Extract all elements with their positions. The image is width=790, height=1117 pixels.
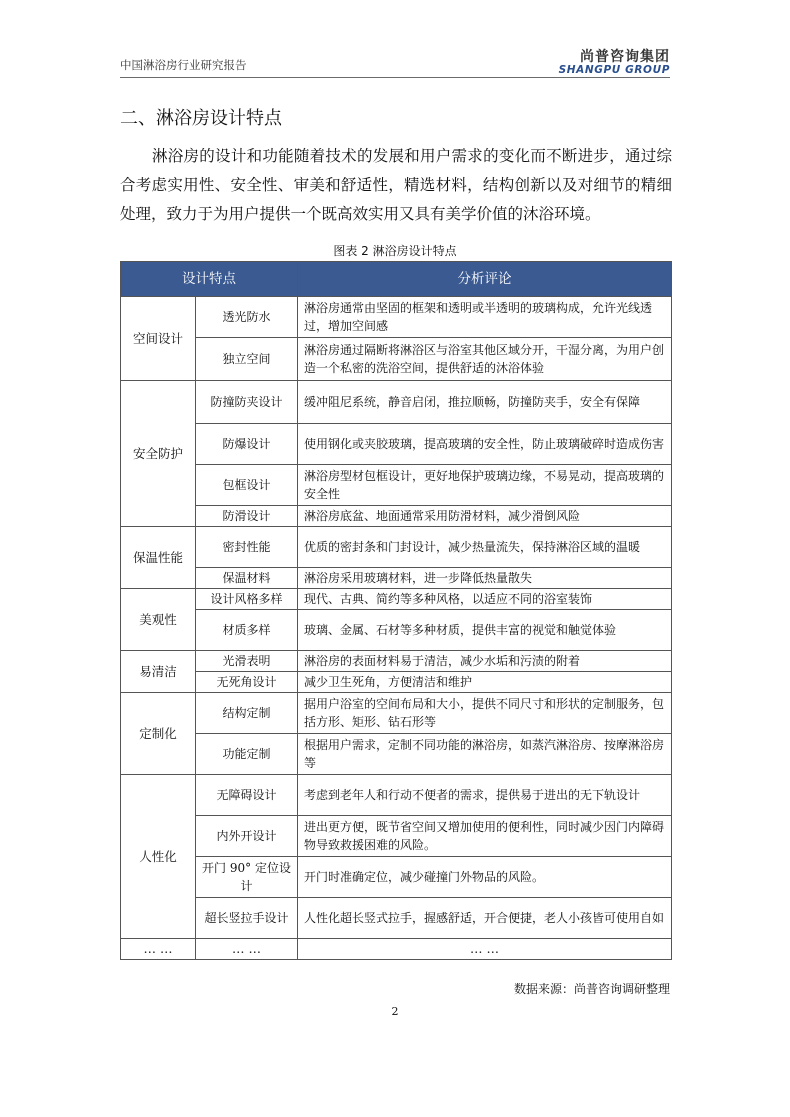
- header-analysis-comment: 分析评论: [298, 262, 672, 297]
- ellipsis-cell: … …: [121, 939, 196, 960]
- comment-cell: 开门时准确定位，减少碰撞门外物品的风险。: [298, 857, 672, 898]
- feature-cell: 无死角设计: [196, 672, 298, 693]
- feature-cell: 开门 90° 定位设计: [196, 857, 298, 898]
- comment-cell: 淋浴房底盆、地面通常采用防滑材料，减少滑倒风险: [298, 506, 672, 527]
- page-number: 2: [391, 1005, 399, 1018]
- table-row: [121, 424, 672, 465]
- table-row: [121, 734, 672, 775]
- report-title: 中国淋浴房行业研究报告: [120, 58, 247, 72]
- body-paragraph: 淋浴房的设计和功能随着技术的发展和用户需求的变化而不断进步，通过综合考虑实用性、安全性、审美和舒适性，精选材料，结构创新以及对细节的精细处理，致力于为用户提供一个既高效实用又具有美学价值的沐浴环境。: [120, 147, 672, 223]
- category-cell: 美观性: [121, 589, 196, 651]
- comment-cell: 现代、古典、简约等多种风格，以适应不同的浴室装饰: [298, 589, 672, 610]
- feature-cell: 无障碍设计: [196, 775, 298, 816]
- table-row: [121, 651, 672, 672]
- category-cell: 易清洁: [121, 651, 196, 693]
- comment-cell: 玻璃、金属、石材等多种材质，提供丰富的视觉和触觉体验: [298, 610, 672, 651]
- table-caption: 图表 2 淋浴房设计特点: [333, 244, 457, 258]
- table-row: [121, 568, 672, 589]
- ellipsis-cell: … …: [298, 939, 672, 960]
- comment-cell: 据用户浴室的空间布局和大小，提供不同尺寸和形状的定制服务，包括方形、矩形、钻石形等: [298, 693, 672, 734]
- table-header-row: [121, 262, 672, 297]
- data-source: 数据来源：尚普咨询调研整理: [513, 982, 670, 996]
- table-row: [121, 775, 672, 816]
- table-row: [121, 589, 672, 610]
- feature-cell: 防撞防夹设计: [196, 381, 298, 424]
- feature-cell: 密封性能: [196, 527, 298, 568]
- feature-cell: 功能定制: [196, 734, 298, 775]
- category-cell: 空间设计: [121, 297, 196, 381]
- company-logo: [559, 50, 670, 76]
- category-cell: 保温性能: [121, 527, 196, 589]
- table-row: [121, 338, 672, 381]
- comment-cell: 优质的密封条和门封设计，减少热量流失，保持淋浴区域的温暖: [298, 527, 672, 568]
- header-design-feature: 设计特点: [121, 262, 298, 297]
- table-row: [121, 898, 672, 939]
- feature-cell: 内外开设计: [196, 816, 298, 857]
- comment-cell: 缓冲阻尼系统，静音启闭，推拉顺畅，防撞防夹手，安全有保障: [298, 381, 672, 424]
- table-row: [121, 610, 672, 651]
- section-title: 二、淋浴房设计特点: [120, 108, 282, 129]
- feature-cell: 保温材料: [196, 568, 298, 589]
- design-features-table: [120, 261, 672, 960]
- table-row: [121, 506, 672, 527]
- table-row: [121, 527, 672, 568]
- comment-cell: 考虑到老年人和行动不便者的需求，提供易于进出的无下轨设计: [298, 775, 672, 816]
- comment-cell: 使用钢化或夹胶玻璃，提高玻璃的安全性，防止玻璃破碎时造成伤害: [298, 424, 672, 465]
- comment-cell: 淋浴房通常由坚固的框架和透明或半透明的玻璃构成，允许光线透过，增加空间感: [298, 297, 672, 338]
- logo-chinese-text: 尚普咨询集团: [580, 49, 670, 65]
- category-cell: 安全防护: [121, 381, 196, 527]
- category-cell: 定制化: [121, 693, 196, 775]
- feature-cell: 独立空间: [196, 338, 298, 381]
- feature-cell: 包框设计: [196, 465, 298, 506]
- table-body: [121, 297, 672, 960]
- table-row: [121, 693, 672, 734]
- comment-cell: 淋浴房采用玻璃材料，进一步降低热量散失: [298, 568, 672, 589]
- table-row: [121, 465, 672, 506]
- comment-cell: 淋浴房的表面材料易于清洁，减少水垢和污渍的附着: [298, 651, 672, 672]
- feature-cell: 结构定制: [196, 693, 298, 734]
- logo-english-text: SHANGPU GROUP: [558, 64, 670, 76]
- table-row: [121, 816, 672, 857]
- ellipsis-cell: … …: [196, 939, 298, 960]
- table-row: [121, 297, 672, 338]
- header-divider: [120, 77, 670, 78]
- comment-cell: 减少卫生死角，方便清洁和维护: [298, 672, 672, 693]
- comment-cell: 进出更方便，既节省空间又增加使用的便利性，同时减少因门内障碍物导致救援困难的风险。: [298, 816, 672, 857]
- feature-cell: 防滑设计: [196, 506, 298, 527]
- feature-cell: 透光防水: [196, 297, 298, 338]
- ellipsis-row: [121, 939, 672, 960]
- feature-cell: 材质多样: [196, 610, 298, 651]
- comment-cell: 人性化超长竖式拉手，握感舒适，开合便捷，老人小孩皆可使用自如: [298, 898, 672, 939]
- category-cell: 人性化: [121, 775, 196, 939]
- comment-cell: 淋浴房通过隔断将淋浴区与浴室其他区域分开，干湿分离，为用户创造一个私密的洗浴空间，提供舒适的沐浴体验: [298, 338, 672, 381]
- feature-cell: 超长竖拉手设计: [196, 898, 298, 939]
- table-row: [121, 672, 672, 693]
- comment-cell: 根据用户需求，定制不同功能的淋浴房，如蒸汽淋浴房、按摩淋浴房等: [298, 734, 672, 775]
- table-row: [121, 857, 672, 898]
- feature-cell: 光滑表明: [196, 651, 298, 672]
- table-row: [121, 381, 672, 424]
- feature-cell: 设计风格多样: [196, 589, 298, 610]
- comment-cell: 淋浴房型材包框设计，更好地保护玻璃边缘，不易晃动，提高玻璃的安全性: [298, 465, 672, 506]
- feature-cell: 防爆设计: [196, 424, 298, 465]
